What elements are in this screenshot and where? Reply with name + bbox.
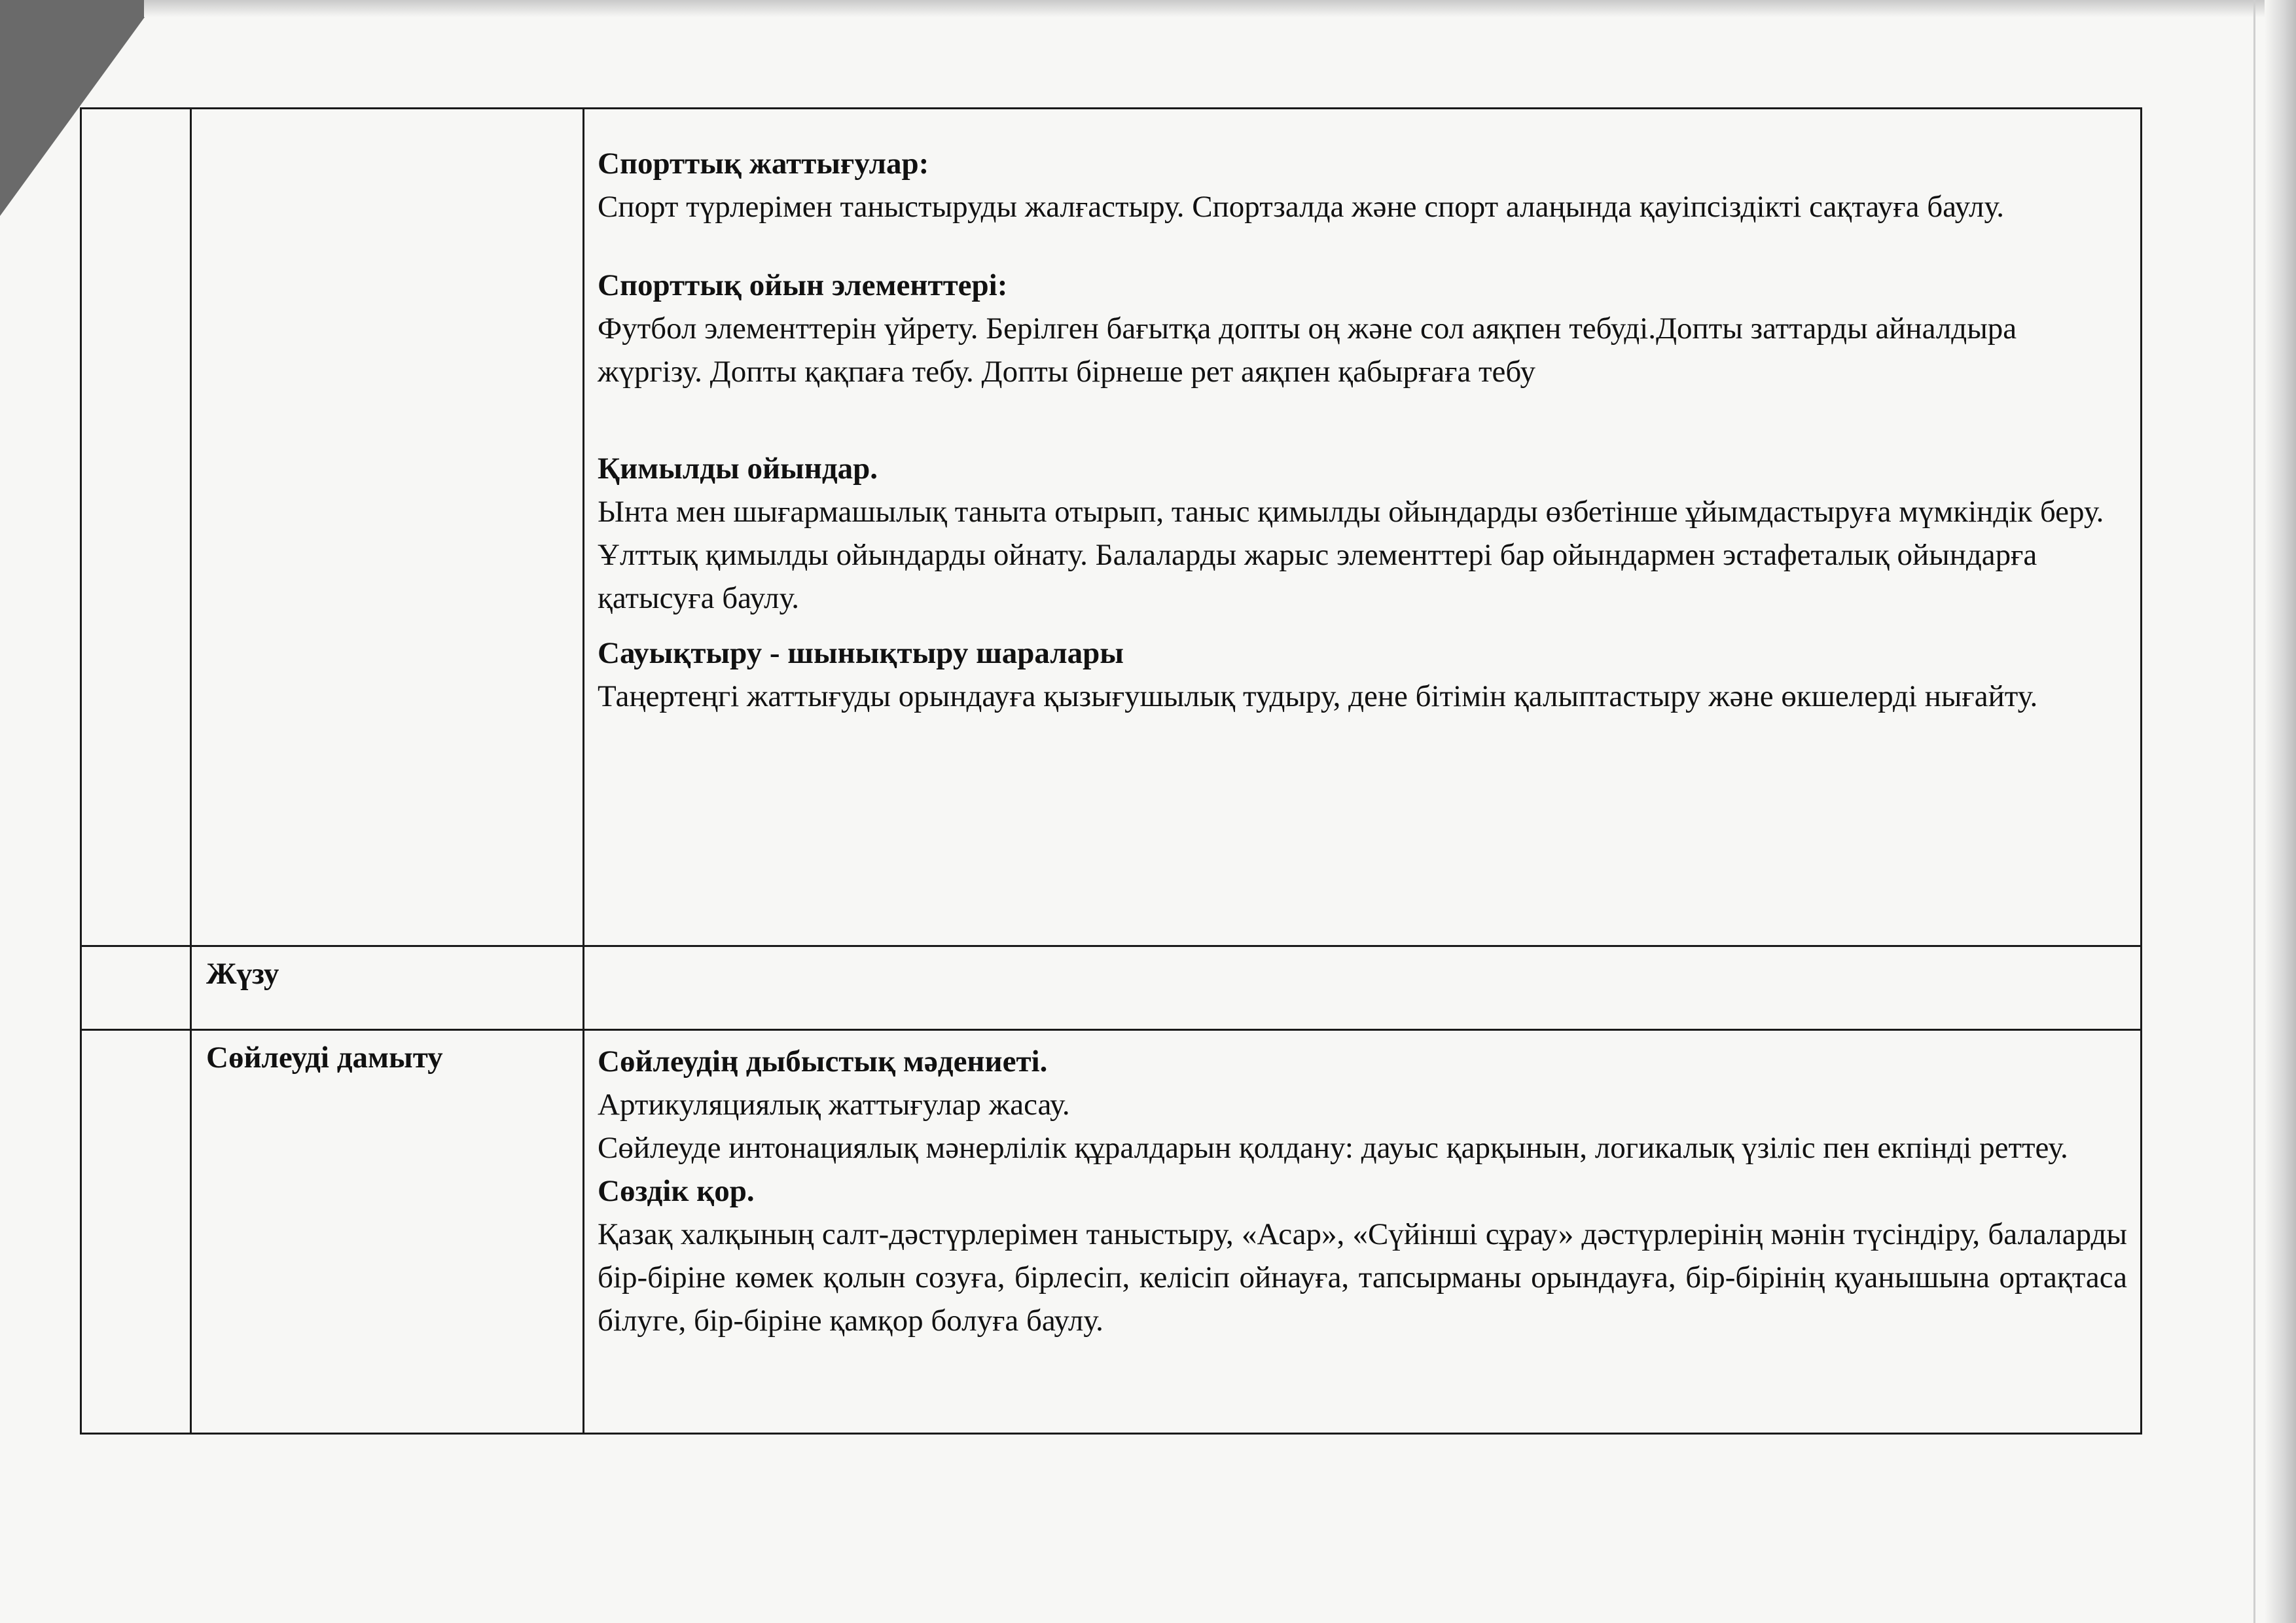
empty-cell	[81, 109, 191, 946]
content-cell	[584, 946, 2142, 1030]
section-heading: Қимылды ойындар.	[598, 452, 878, 486]
row-label-cell	[191, 946, 584, 1030]
table-row-swimming	[81, 946, 2142, 1030]
content-block	[584, 109, 2140, 718]
curriculum-table	[80, 107, 2142, 1435]
section-text: Футбол элементтерін үйрету. Берілген бағытқа допты оң және сол аяқпен тебуді.Допты заттарды айналдыра жүргізу. Допты қақпаға тебу. Допты бірнеше рет аяқпен қабырғаға тебу	[598, 312, 2017, 389]
row-label	[192, 109, 583, 115]
empty-cell	[81, 946, 191, 1030]
scan-edge-line	[2253, 0, 2255, 1623]
table-row-physical	[81, 109, 2142, 946]
section-heading: Сөздік қор.	[598, 1174, 755, 1208]
scan-edge-top	[144, 0, 2296, 17]
empty-cell	[81, 1030, 191, 1434]
row-label: Жүзу	[206, 957, 279, 991]
content-cell	[584, 1030, 2142, 1434]
table-row-speech	[81, 1030, 2142, 1434]
section-text: Спорт түрлерімен таныстыруды жалғастыру. Спортзалда және спорт алаңында қауіпсіздікті сақтауға баулу.	[598, 190, 2005, 224]
section-text: Ынта мен шығармашылық таныта отырып, таныс қимылды ойындарды өзбетінше ұйымдастыруға мүмкіндік беру. Ұлттық қимылды ойындарды ойнату. Балаларды жарыс элементтері бар ойындармен эстафеталық ойындарға қатысуға баулу.	[598, 495, 2104, 615]
row-label-cell	[191, 109, 584, 946]
section-text: Қазақ халқының салт-дәстүрлерімен таныстыру, «Асар», «Сүйінші сұрау» дәстүрлерінің мәнін түсіндіру, балаларды бір-біріне көмек қолын созуға, бірлесіп, келісіп ойнауға, тапсырманы орындауға, бір-бірінің қуанышына ортақтаса білуге, бір-біріне қамқор болуға баулу.	[598, 1217, 2127, 1338]
section-heading: Спорттық ойын элементтері:	[598, 268, 1008, 302]
scan-edge-right	[2265, 0, 2296, 1623]
section-text: Сөйлеуде интонациялық мәнерлілік құралдарын қолдану: дауыс қарқынын, логикалық үзіліс пен екпінді реттеу.	[598, 1131, 2068, 1165]
content-block	[584, 1031, 2140, 1342]
section-text: Таңертеңгі жаттығуды орындауға қызығушылық тудыру, дене бітімін қалыптастыру және өкшелерді нығайту.	[598, 679, 2038, 713]
section-text: Артикуляциялық жаттығулар жасау.	[598, 1088, 1070, 1122]
row-label-cell	[191, 1030, 584, 1434]
section-heading: Спорттық жаттығулар:	[598, 147, 929, 181]
section-heading: Сауықтыру - шынықтыру шаралары	[598, 636, 1124, 670]
content-cell	[584, 109, 2142, 946]
row-label: Сөйлеуді дамыту	[206, 1041, 443, 1075]
section-heading: Сөйлеудің дыбыстық мәдениеті.	[598, 1044, 1048, 1079]
